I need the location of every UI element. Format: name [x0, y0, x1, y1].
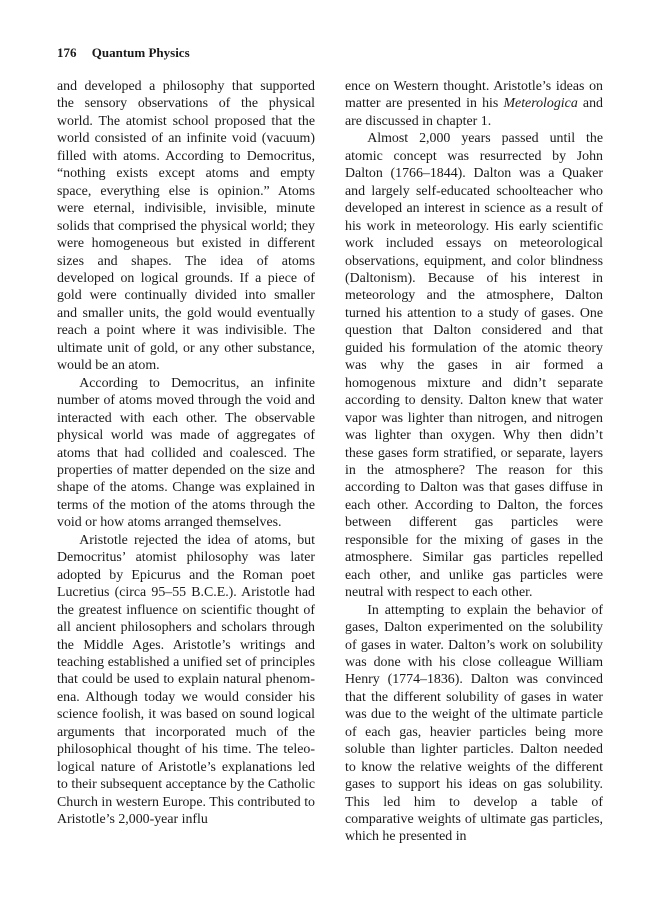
left-column: [57, 78, 315, 828]
right-paragraph-1: [345, 78, 603, 130]
right-paragraph-3: In attempting to explain the behavior of gases, Dalton experimented on the solubility of gases in water. Dalton’s work on solubility was done with his close colleague William Henry (1774–1836). Dalton was convinced that the different solubility of gases in water was due to the weight of the ultimate particle of each gas, heavier particles being more soluble than lighter particles. Dalton needed to know the relative weights of the different gases to support his ideas on gas solubility. This led him to develop a table of comparative weights of ultimate gas particles, which he presented in: [345, 602, 603, 845]
right-paragraph-1-text-b: and are discussed in chapter 1.: [345, 96, 603, 129]
right-paragraph-1-text-a: ence on Western thought. Aristotle’s ideas on matter are presented in his: [345, 79, 603, 112]
page-header: [57, 45, 190, 61]
left-paragraph-3: Aristotle rejected the idea of atoms, but Democritus’ atomist philosophy was later adopted by Epicurus and the Roman poet Lucretius (circa 95–55 B.C.E.). Aristotle had the greatest influence on scientific thought of all ancient philosophers and scholars through the Middle Ages. Aristotle’s writings and teaching established a unified set of principles that could be used to explain natural phenomena. Although today we would consider his science foolish, it was based on sound logical arguments that incorporated much of the philosophical thought of his time. The teleological nature of Aristotle’s explanations led to their subsequent acceptance by the Catholic Church in western Europe. This contributed to Aristotle’s 2,000-year influ: [57, 532, 315, 828]
left-paragraph-1: and developed a philosophy that supported the sensory observations of the physical world. The atomist school proposed that the world consisted of an infinite void (vacuum) filled with atoms. According to Democritus, “nothing exists except atoms and empty space, everything else is opinion.” Atoms were eternal, indivisible, invisible, minute solids that comprised the physical world; they were homogeneous but existed in different sizes and shapes. The idea of atoms developed on logical grounds. If a piece of gold were continually divided into smaller and smaller units, the gold would eventually reach a point where it was indivisible. The ultimate unit of gold, or any other substance, would be an atom.: [57, 79, 315, 374]
right-column: [345, 78, 603, 846]
page-number: 176: [57, 45, 77, 60]
right-paragraph-2: Almost 2,000 years passed until the atomic concept was resurrected by John Dalton (1766–1844). Dalton was a Quaker and largely self-educated schoolteacher who developed an interest in science as a result of his work in meteorology. His early scientific work included essays on meteorological observations, equipment, and color blindness (Daltonism). Because of his interest in meteorology and the atmosphere, Dalton turned his attention to a study of gases. One question that Dalton considered and that guided his formulation of the atomic theory was why the gases in air formed a homogenous mixture and didn’t separate according to density. Dalton knew that water vapor was lighter than nitrogen, and nitrogen was lighter than oxygen. Why then didn’t these gases form stratified, or separate, layers in the atmosphere? The reason for this according to Dalton was that gases diffuse in each other. According to Dalton, the forces between different gas particles were responsible for the mixing of gases in the atmosphere. Similar gas particles repelled each other, and unlike gas particles were neutral with respect to each other.: [345, 131, 603, 601]
left-paragraph-2: According to Democritus, an infinite number of atoms moved through the void and interacted with each other. The observable physical world was made of aggregates of atoms that had collided and coalesced. The properties of matter depended on the size and shape of the atoms. Change was explained in terms of the motion of the atoms through the void or how atoms arranged themselves.: [57, 375, 315, 531]
running-title: Quantum Physics: [91, 45, 190, 60]
book-title-meterologica: Meterologica: [503, 96, 578, 112]
